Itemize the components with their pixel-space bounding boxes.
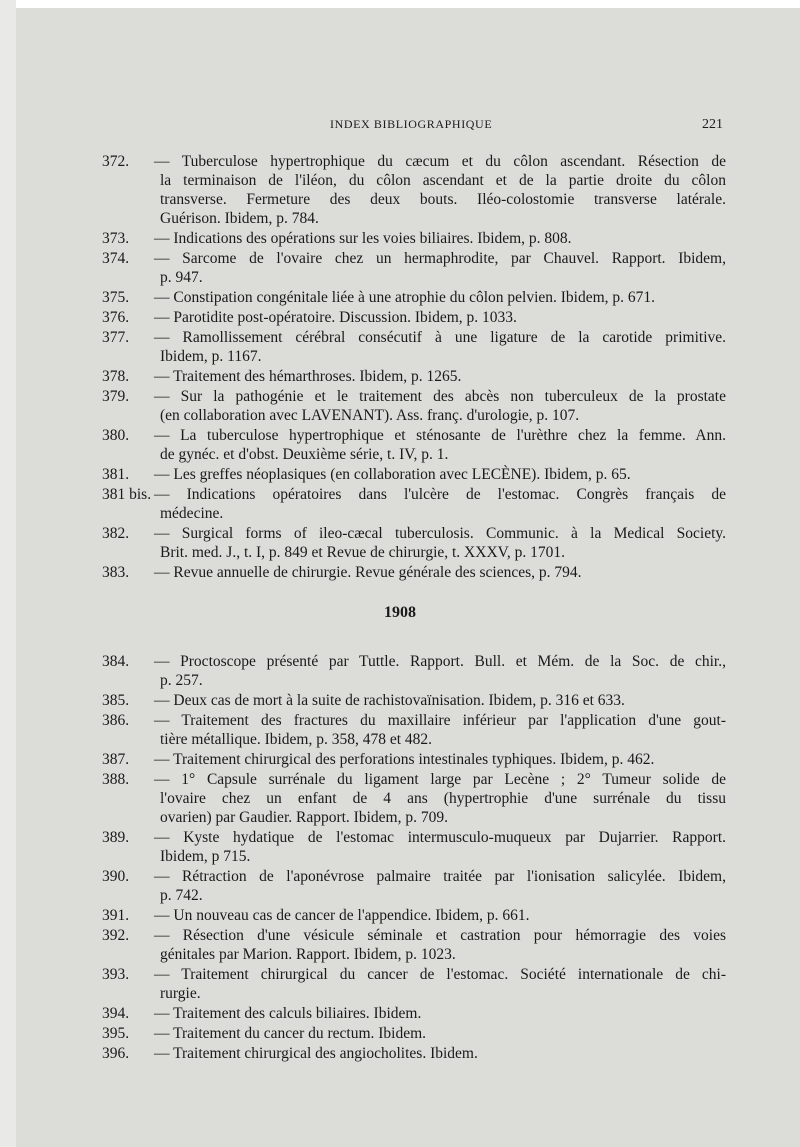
year-heading: 1908: [384, 604, 416, 621]
entry-line: [0, 485, 800, 504]
bibliography-list-1907: [0, 152, 800, 583]
entry-text: — Traitement chirurgical du cancer de l'estomac. Société internationale de chi-: [154, 966, 726, 983]
bibliography-entry: [0, 652, 800, 690]
entry-number: 386.: [102, 712, 130, 729]
bibliography-entry: [0, 249, 800, 287]
bibliography-entry: [0, 1024, 800, 1043]
entry-text: — Rétraction de l'aponévrose palmaire traitée par l'ionisation salicylée. Ibidem,: [154, 868, 726, 885]
entry-line: [0, 691, 800, 710]
entry-text: Ibidem, p 715.: [160, 848, 251, 865]
entry-text: — Traitement des hémarthroses. Ibidem, p. 1265.: [154, 368, 462, 385]
entry-line: [0, 847, 800, 866]
bibliography-entry: [0, 485, 800, 523]
entry-number: 377.: [102, 329, 130, 346]
entry-number: 376.: [102, 309, 130, 326]
bibliography-entry: [0, 367, 800, 386]
entry-line: [0, 750, 800, 769]
entry-line: [0, 965, 800, 984]
entry-number: 373.: [102, 230, 130, 247]
bibliography-entry: [0, 1044, 800, 1063]
entry-number: 387.: [102, 751, 130, 768]
entry-number: 388.: [102, 771, 130, 788]
entry-number: 395.: [102, 1025, 130, 1042]
entry-line: [0, 984, 800, 1003]
entry-line: [0, 465, 800, 484]
bibliography-entry: [0, 1004, 800, 1023]
entry-text: p. 742.: [160, 887, 203, 904]
entry-text: de gynéc. et d'obst. Deuxième série, t. IV, p. 1.: [160, 446, 449, 463]
entry-number: 391.: [102, 907, 130, 924]
bibliography-entry: [0, 387, 800, 425]
entry-text: — Un nouveau cas de cancer de l'appendice. Ibidem, p. 661.: [154, 907, 530, 924]
entry-number: 378.: [102, 368, 130, 385]
bibliography-entry: [0, 770, 800, 827]
entry-line: [0, 828, 800, 847]
entry-line: [0, 671, 800, 690]
bibliography-entry: [0, 691, 800, 710]
entry-number: 384.: [102, 653, 130, 670]
entry-number: 380.: [102, 427, 130, 444]
entry-text: p. 947.: [160, 269, 203, 286]
entry-line: [0, 1044, 800, 1063]
entry-text: ovarien) par Gaudier. Rapport. Ibidem, p. 709.: [160, 809, 448, 826]
entry-line: [0, 328, 800, 347]
entry-line: [0, 543, 800, 562]
entry-text: (en collaboration avec LAVENANT). Ass. franç. d'urologie, p. 107.: [160, 407, 580, 424]
entry-line: [0, 789, 800, 808]
entry-text: — Revue annuelle de chirurgie. Revue générale des sciences, p. 794.: [154, 564, 582, 581]
bibliography-entry: [0, 926, 800, 964]
entry-text: — Indications des opérations sur les voies biliaires. Ibidem, p. 808.: [154, 230, 572, 247]
entry-text: la terminaison de l'iléon, du côlon ascendant et de la partie droite du côlon: [160, 172, 726, 189]
bibliography-entry: [0, 750, 800, 769]
entry-text: — Parotidite post-opératoire. Discussion. Ibidem, p. 1033.: [154, 309, 517, 326]
entry-text: — Tuberculose hypertrophique du cæcum et du côlon ascendant. Résection de: [154, 153, 726, 170]
page-header: [0, 117, 800, 137]
entry-number: 393.: [102, 966, 130, 983]
entry-text: — Les greffes néoplasiques (en collaboration avec LECÈNE). Ibidem, p. 65.: [154, 466, 631, 483]
entry-text: — Traitement chirurgical des perforations intestinales typhiques. Ibidem, p. 462.: [154, 751, 655, 768]
entry-line: [0, 1024, 800, 1043]
entry-number: 374.: [102, 250, 130, 267]
bibliography-entry: [0, 426, 800, 464]
entry-line: [0, 945, 800, 964]
bibliography-entry: [0, 328, 800, 366]
entry-number: 396.: [102, 1045, 130, 1062]
entry-text: p. 257.: [160, 672, 203, 689]
bibliography-entry: [0, 152, 800, 228]
entry-line: [0, 926, 800, 945]
bibliography-list-1908: [0, 652, 800, 1064]
entry-text: génitales par Marion. Rapport. Ibidem, p. 1023.: [160, 946, 456, 963]
entry-text: — Sur la pathogénie et le traitement des abcès non tuberculeux de la prostate: [154, 388, 726, 405]
entry-text: — Sarcome de l'ovaire chez un hermaphrodite, par Chauvel. Rapport. Ibidem,: [154, 250, 726, 267]
entry-line: [0, 387, 800, 406]
entry-number: 385.: [102, 692, 130, 709]
bibliography-entry: [0, 867, 800, 905]
entry-text: — Deux cas de mort à la suite de rachistovaïnisation. Ibidem, p. 316 et 633.: [154, 692, 625, 709]
entry-line: [0, 770, 800, 789]
entry-line: [0, 288, 800, 307]
entry-line: [0, 1004, 800, 1023]
entry-text: Brit. med. J., t. I, p. 849 et Revue de chirurgie, t. XXXV, p. 1701.: [160, 544, 565, 561]
entry-line: [0, 406, 800, 425]
entry-text: — Traitement chirurgical des angiocholites. Ibidem.: [154, 1045, 478, 1062]
entry-text: médecine.: [160, 505, 224, 522]
entry-line: [0, 190, 800, 209]
entry-line: [0, 504, 800, 523]
entry-text: tière métallique. Ibidem, p. 358, 478 et 482.: [160, 731, 433, 748]
entry-text: Guérison. Ibidem, p. 784.: [160, 210, 319, 227]
entry-line: [0, 171, 800, 190]
entry-line: [0, 563, 800, 582]
entry-text: — La tuberculose hypertrophique et sténosante de l'urèthre chez la femme. Ann.: [154, 427, 726, 444]
entry-text: rurgie.: [160, 985, 201, 1002]
entry-line: [0, 426, 800, 445]
entry-number: 381.: [102, 466, 130, 483]
entry-text: l'ovaire chez un enfant de 4 ans (hypertrophie d'une surrénale du tissu: [160, 790, 726, 807]
bibliography-entry: [0, 229, 800, 248]
bibliography-entry: [0, 524, 800, 562]
entry-line: [0, 808, 800, 827]
entry-text: — Proctoscope présenté par Tuttle. Rapport. Bull. et Mém. de la Soc. de chir.,: [154, 653, 726, 670]
bibliography-entry: [0, 288, 800, 307]
bibliography-entry: [0, 965, 800, 1003]
entry-line: [0, 652, 800, 671]
entry-text: Ibidem, p. 1167.: [160, 348, 262, 365]
entry-line: [0, 347, 800, 366]
bibliography-entry: [0, 906, 800, 925]
entry-line: [0, 268, 800, 287]
entry-line: [0, 711, 800, 730]
entry-number: 375.: [102, 289, 130, 306]
entry-line: [0, 367, 800, 386]
entry-text: — Ramollissement cérébral consécutif à une ligature de la carotide primitive.: [154, 329, 726, 346]
entry-line: [0, 524, 800, 543]
bibliography-entry: [0, 308, 800, 327]
bibliography-entry: [0, 711, 800, 749]
entry-text: — Résection d'une vésicule séminale et castration pour hémorragie des voies: [154, 927, 726, 944]
entry-text: — Indications opératoires dans l'ulcère de l'estomac. Congrès français de: [154, 486, 726, 503]
entry-text: — Traitement des calculs biliaires. Ibidem.: [154, 1005, 422, 1022]
entry-number: 379.: [102, 388, 130, 405]
entry-number: 392.: [102, 927, 130, 944]
running-title: INDEX BIBLIOGRAPHIQUE: [330, 117, 493, 131]
bibliography-entry: [0, 828, 800, 866]
entry-line: [0, 308, 800, 327]
bibliography-entry: [0, 563, 800, 582]
entry-line: [0, 229, 800, 248]
entry-text: — Traitement des fractures du maxillaire inférieur par l'application d'une gout-: [154, 712, 726, 729]
page-number: 221: [702, 117, 723, 132]
entry-text: transverse. Fermeture des deux bouts. Iléo-colostomie transverse latérale.: [160, 191, 726, 208]
entry-number: 394.: [102, 1005, 130, 1022]
entry-line: [0, 867, 800, 886]
entry-number: 389.: [102, 829, 130, 846]
entry-text: — Traitement du cancer du rectum. Ibidem.: [154, 1025, 427, 1042]
entry-line: [0, 886, 800, 905]
entry-text: — Kyste hydatique de l'estomac intermusculo-muqueux par Dujarrier. Rapport.: [154, 829, 726, 846]
bibliography-entry: [0, 465, 800, 484]
entry-number: 383.: [102, 564, 130, 581]
entry-line: [0, 445, 800, 464]
entry-number: 372.: [102, 153, 130, 170]
entry-line: [0, 906, 800, 925]
entry-line: [0, 730, 800, 749]
entry-number: 382.: [102, 525, 130, 542]
entry-text: — Surgical forms of ileo-cæcal tuberculosis. Communic. à la Medical Society.: [154, 525, 726, 542]
entry-line: [0, 209, 800, 228]
entry-text: — 1° Capsule surrénale du ligament large par Lecène ; 2° Tumeur solide de: [154, 771, 726, 788]
entry-line: [0, 152, 800, 171]
entry-number: 390.: [102, 868, 130, 885]
entry-number: 381 bis.: [102, 486, 152, 503]
entry-text: — Constipation congénitale liée à une atrophie du côlon pelvien. Ibidem, p. 671.: [154, 289, 656, 306]
entry-line: [0, 249, 800, 268]
